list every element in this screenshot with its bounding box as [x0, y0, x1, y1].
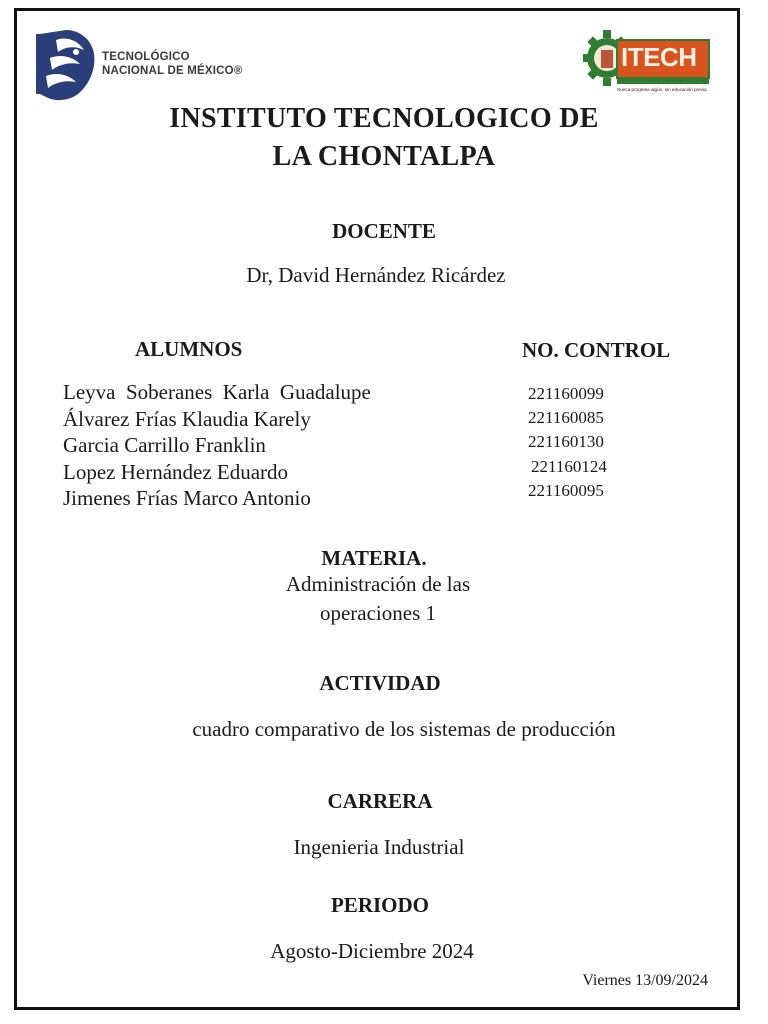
student-list — [63, 379, 371, 512]
title-line-1: INSTITUTO TECNOLOGICO DE — [169, 103, 599, 134]
student-name: Lopez Hernández Eduardo — [63, 459, 289, 484]
student-name: Álvarez Frías Klaudia Karely — [63, 406, 311, 431]
tecnm-word-1: TECNOLÓGICO — [102, 51, 190, 63]
carrera-value: Ingenieria Industrial — [293, 835, 465, 859]
itech-slogan: Nunca progresa algún, sin educación previa — [617, 87, 707, 92]
periodo-label: PERIODO — [330, 893, 429, 917]
docente-name: Dr, David Hernández Ricárdez — [246, 263, 506, 287]
student-name: Garcia Carrillo Franklin — [63, 433, 266, 457]
institution-title — [0, 100, 768, 176]
title-line-2: LA CHONTALPA — [272, 141, 496, 172]
document-date: Viernes 13/09/2024 — [582, 972, 708, 989]
itech-wordmark: ITECH — [621, 42, 697, 72]
docente-label: DOCENTE — [332, 219, 436, 243]
control-number-list — [528, 382, 607, 503]
actividad-value: cuadro comparativo de los sistemas de producción — [192, 717, 616, 741]
materia-line-1: Administración de las — [285, 572, 471, 596]
carrera-label: CARRERA — [327, 789, 433, 813]
control-number: 221160130 — [528, 432, 604, 452]
actividad-label: ACTIVIDAD — [319, 671, 441, 695]
tecnm-word-2: NACIONAL DE MÉXICO® — [102, 65, 243, 77]
periodo-value: Agosto-Diciembre 2024 — [270, 939, 474, 963]
control-number: 221160124 — [531, 456, 607, 476]
student-name: Jimenes Frías Marco Antonio — [63, 486, 311, 510]
materia-line-2: operaciones 1 — [319, 601, 437, 625]
control-number: 221160095 — [528, 480, 604, 500]
control-label: NO. CONTROL — [522, 338, 671, 362]
control-number: 221160099 — [528, 384, 604, 403]
alumnos-label: ALUMNOS — [135, 337, 243, 361]
materia-label: MATERIA. — [321, 546, 427, 570]
itech-logo — [583, 20, 713, 102]
control-number: 221160085 — [528, 408, 604, 428]
eagle-emblem-icon — [36, 24, 98, 104]
student-name: Leyva Soberanes Karla Guadalupe — [63, 380, 371, 404]
tecnm-wordmark — [102, 50, 243, 78]
tecnm-logo — [36, 24, 246, 104]
